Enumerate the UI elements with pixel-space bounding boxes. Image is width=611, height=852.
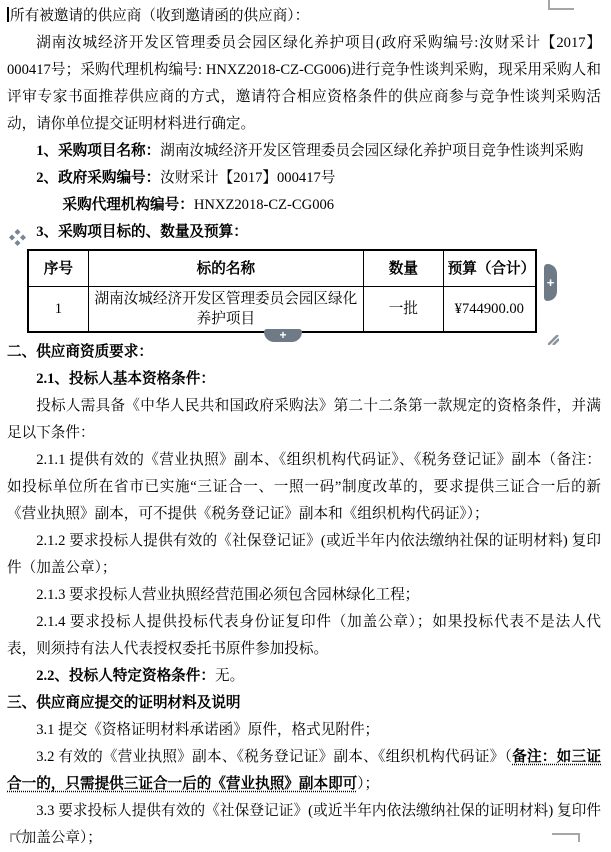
header-name: 标的名称 [88,250,363,287]
margin-mark-bottom-left [10,833,32,842]
clause-2-2 [7,663,601,690]
plus-icon: + [279,328,287,342]
item-agency-number [7,192,601,219]
margin-mark-bottom-right [552,833,580,842]
clause-2-2-label: 2.2、投标人特定资格条件： [36,668,215,684]
header-quantity: 数量 [364,250,444,287]
item-project-name-value: 湖南汝城经济开发区管理委员会园区绿化养护项目竞争性谈判采购 [160,143,584,159]
clause-2-1-4: 2.1.4 要求投标人提供投标代表身份证复印件（加盖公章）；如果投标代表不是法人代表，则须持有法人代表授权委托书原件参加投标。 [7,614,601,657]
clause-2-1-2: 2.1.2 要求投标人提供有效的《社保登记证》(或近半年内依法缴纳社保的证明材料) 复印件（加盖公章）； [7,533,601,576]
clause-2-1-intro: 投标人需具备《中华人民共和国政府采购法》第二十二条第一款规定的资格条件，并满足以下条件： [7,398,601,441]
item-project-name [7,138,601,165]
clause-3-1: 3.1 提交《资格证明材料承诺函》原件，格式见附件； [36,722,380,738]
item-agency-number-value: HNXZ2018-CZ-CG006 [193,197,335,213]
table-row [28,287,536,333]
four-arrows-move-icon [9,229,26,246]
item-subject-heading: 3、采购项目标的、数量及预算： [36,224,248,240]
cell-budget: ¥744900.00 [443,287,536,333]
item-procurement-number-value: 汝财采计【2017】000417号 [160,170,336,186]
insert-row-handle[interactable] [264,329,302,342]
plus-icon: + [546,275,555,290]
section3-title: 三、供应商应提交的证明材料及说明 [7,695,241,711]
intro-paragraph: 湖南汝城经济开发区管理委员会园区绿化养护项目(政府采购编号:汝财采计【2017】000417号；采购代理机构编号: HNXZ2018-CZ-CG006)进行竞争性谈判采购，现采用采购人和评审专家书面推荐供应商的方式，邀请符合相应资格条件的供应商参与竞争性谈判采购活动，请你单位提交证明材料进行确定。 [7,35,601,132]
header-seq: 序号 [28,250,88,287]
cell-name: 湖南汝城经济开发区管理委员会园区绿化养护项目 [88,287,363,333]
header-budget: 预算（合计） [443,250,536,287]
item-project-name-label: 1、采购项目名称： [36,143,161,159]
table-header-row [28,250,536,287]
subject-table-wrap [27,249,555,342]
table-move-handle[interactable] [9,229,26,246]
section2-title: 二、供应商资质要求： [7,344,153,360]
cell-seq: 1 [28,287,88,333]
clause-2-1-title: 2.1、投标人基本资格条件： [36,371,215,387]
clause-3-2-note: 备注：如三证合一的，只需提供三证合一后的《营业执照》副本即可 [7,749,601,792]
clause-2-1-3: 2.1.3 要求投标人营业执照经营范围必须包含园林绿化工程； [36,587,420,603]
clause-2-2-value: 无。 [214,668,245,684]
diagonal-resize-icon [548,335,559,345]
item-agency-number-label: 采购代理机构编号： [62,197,194,213]
intro-heading [7,3,601,30]
table-resize-grip[interactable] [548,328,559,338]
clause-2-1-1: 2.1.1 提供有效的《营业执照》副本、《组织机构代码证》、《税务登记证》副本（备注：如投标单位所在省市已实施“三证合一、一照一码”制度改革的，要求提供三证合一后的新《营业执照》副本，可不提供《税务登记证》副本和《组织机构代码证》）； [7,452,601,522]
item-procurement-number-label: 2、政府采购编号： [36,170,161,186]
intro-heading-text: 所有被邀请的供应商（收到邀请函的供应商）： [10,8,310,24]
item-procurement-number [7,165,601,192]
cell-quantity: 一批 [364,287,444,333]
clause-3-2-close: ）； [357,776,380,792]
subject-table [27,249,537,333]
margin-mark-top-right [548,0,574,10]
insert-column-handle[interactable] [544,264,557,301]
clause-3-3: 3.3 要求投标人提供有效的《社保登记证》(或近半年内依法缴纳社保的证明材料) 复印件（加盖公章）； [7,803,601,846]
clause-3-2 [7,744,601,798]
text-cursor [7,7,9,22]
clause-3-2-text: 3.2 有效的《营业执照》副本、《税务登记证》副本、《组织机构代码证》（ [36,749,513,765]
